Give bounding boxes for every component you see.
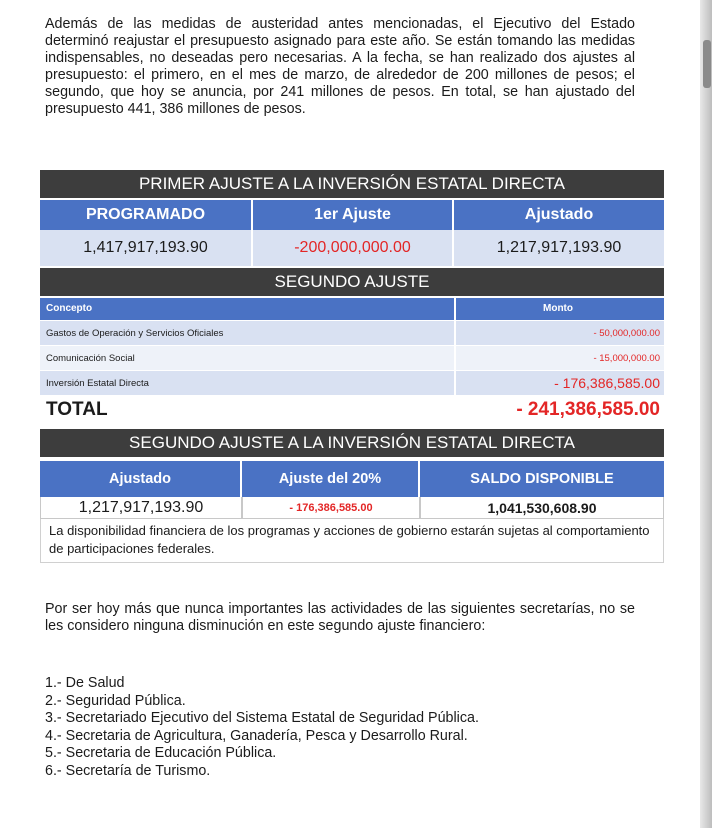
table-row — [40, 320, 664, 345]
table3-header-row — [40, 461, 664, 497]
total-label: TOTAL — [40, 395, 456, 425]
header-saldo-disponible: SALDO DISPONIBLE — [420, 461, 664, 497]
table-row — [40, 370, 664, 395]
header-monto: Monto — [456, 298, 664, 320]
header-concepto: Concepto — [40, 298, 456, 320]
table1-header-row — [40, 200, 664, 230]
edge-mark — [703, 40, 711, 88]
table1-value-row — [40, 230, 664, 266]
value-1er-ajuste: -200,000,000.00 — [253, 230, 454, 266]
list-item: 6.- Secretaría de Turismo. — [45, 762, 211, 779]
list-item: 4.- Secretaria de Agricultura, Ganadería, Pesca y Desarrollo Rural. — [45, 727, 468, 744]
first-adjustment-table — [40, 170, 664, 563]
list-item: 1.- De Salud — [45, 675, 125, 691]
value-ajustado-2: 1,217,917,193.90 — [40, 497, 242, 519]
table2-title: SEGUNDO AJUSTE — [40, 266, 664, 298]
intro-paragraph: Además de las medidas de austeridad antes mencionadas, el Ejecutivo del Estado determinó reajustar el presupuesto asignado para este año. Se están tomando las medidas indispensables, no deseadas pero necesarias. A la fecha, se han realizado dos ajustes al presupuesto: el primero, en el mes de marzo, de alrededor de 200 millones de pesos; el segundo, que hoy se anuncia, por 241 millones de pesos. En total, se han ajustado del presupuesto 441, 386 millones de pesos. — [45, 16, 635, 117]
header-ajustado: Ajustado — [454, 200, 664, 230]
total-value: - 241,386,585.00 — [456, 395, 664, 425]
value-saldo-disponible: 1,041,530,608.90 — [420, 497, 664, 519]
secretariat-list — [45, 675, 479, 781]
closing-paragraph: Por ser hoy más que nunca importantes las actividades de las siguientes secretarías, no se les considero ninguna disminución en este segundo ajuste financiero: — [45, 601, 635, 634]
table-row — [40, 345, 664, 370]
list-item: 3.- Secretariado Ejecutivo del Sistema Estatal de Seguridad Pública. — [45, 710, 479, 727]
table3-value-row — [40, 497, 664, 519]
table2-header-row — [40, 298, 664, 320]
concept-cell: Inversión Estatal Directa — [40, 370, 456, 395]
table3-note: La disponibilidad financiera de los programas y acciones de gobierno estarán sujetas al comportamiento de participaciones federales. — [40, 519, 664, 563]
value-ajustado: 1,217,917,193.90 — [454, 230, 664, 266]
amount-cell: - 50,000,000.00 — [456, 320, 664, 345]
total-row — [40, 395, 664, 425]
list-item: 5.- Secretaria de Educación Pública. — [45, 745, 277, 762]
header-ajustado-2: Ajustado — [40, 461, 242, 497]
header-1er-ajuste: 1er Ajuste — [253, 200, 454, 230]
table3-title: SEGUNDO AJUSTE A LA INVERSIÓN ESTATAL DIRECTA — [40, 429, 664, 461]
table1-title: PRIMER AJUSTE A LA INVERSIÓN ESTATAL DIRECTA — [40, 170, 664, 200]
concept-cell: Comunicación Social — [40, 345, 456, 370]
page-edge-strip — [700, 0, 712, 828]
amount-cell: - 176,386,585.00 — [456, 370, 664, 395]
header-programado: PROGRAMADO — [40, 200, 253, 230]
amount-cell: - 15,000,000.00 — [456, 345, 664, 370]
list-item: 2.- Seguridad Pública. — [45, 692, 186, 709]
value-programado: 1,417,917,193.90 — [40, 230, 253, 266]
concept-cell: Gastos de Operación y Servicios Oficiales — [40, 320, 456, 345]
header-ajuste-20: Ajuste del 20% — [242, 461, 420, 497]
value-ajuste-20: - 176,386,585.00 — [242, 497, 420, 519]
